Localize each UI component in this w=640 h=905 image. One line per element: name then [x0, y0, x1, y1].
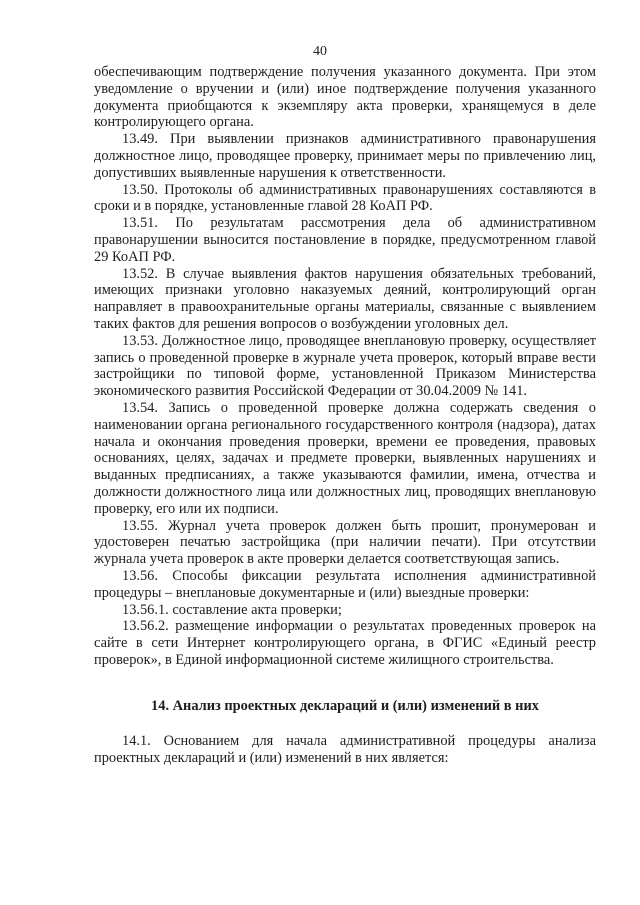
- paragraph-13-56-2: 13.56.2. размещение информации о результатах проведенных проверок на сайте в сети Интернет контролирующего органа, в ФГИС «Единый реестр проверок», в Единой информационной системе жилищного строительства.: [94, 618, 596, 668]
- document-body: [94, 64, 596, 767]
- paragraph-13-56: 13.56. Способы фиксации результата исполнения административной процедуры – внеплановые документарные и (или) выездные проверки:: [94, 567, 596, 601]
- paragraph-13-55: 13.55. Журнал учета проверок должен быть прошит, пронумерован и удостоверен печатью застройщика (при наличии печати). При отсутствии журнала учета проверок в акте проверки делается соответствующая запись.: [94, 517, 596, 568]
- paragraph-13-53: 13.53. Должностное лицо, проводящее внеплановую проверку, осуществляет запись о проведенной проверке в журнале учета проверок, который вправе вести застройщики по типовой форме, установленной Приказом Министерства экономического развития Российской Федерации от 30.04.2009 № 141.: [94, 332, 596, 400]
- paragraph-13-50: 13.50. Протоколы об административных правонарушениях составляются в сроки и в порядке, установленные главой 28 КоАП РФ.: [94, 181, 596, 215]
- paragraph-13-52: 13.52. В случае выявления фактов нарушения обязательных требований, имеющих признаки уголовно наказуемых деяний, контролирующий орган направляет в правоохранительные органы материалы, связанные с выявлением таких фактов для решения вопросов о возбуждении уголовных дел.: [94, 265, 596, 332]
- paragraph-14-1: 14.1. Основанием для начала административной процедуры анализа проектных деклараций и (или) изменений в них является:: [94, 733, 596, 767]
- page-number: 40: [313, 44, 327, 59]
- paragraph-13-51: 13.51. По результатам рассмотрения дела об административном правонарушении выносится постановление в порядке, предусмотренном главой 29 КоАП РФ.: [94, 215, 596, 265]
- paragraph-13-54: 13.54. Запись о проведенной проверке должна содержать сведения о наименовании органа регионального государственного контроля (надзора), датах начала и окончания проведения проверки, времени ее проведения, правовых основаниях, целях, задачах и предмете проверки, выявленных нарушениях и выданных предписаниях, а также указываются фамилии, имена, отчества и должности должностного лица или должностных лиц, проводящих внеплановую проверку, его или их подписи.: [94, 399, 596, 517]
- paragraph-continuation: обеспечивающим подтверждение получения указанного документа. При этом уведомление о вручении и (или) иное подтверждение получения указанного документа приобщаются к экземпляру акта проверки, хранящемуся в деле контролирующего органа.: [94, 64, 596, 131]
- paragraph-13-56-1: 13.56.1. составление акта проверки;: [122, 601, 342, 618]
- section-heading: 14. Анализ проектных деклараций и (или) изменений в них: [151, 697, 539, 714]
- paragraph-13-49: 13.49. При выявлении признаков административного правонарушения должностное лицо, проводящее проверку, принимает меры по привлечению лиц, допустивших выявленные нарушения к ответственности.: [94, 131, 596, 181]
